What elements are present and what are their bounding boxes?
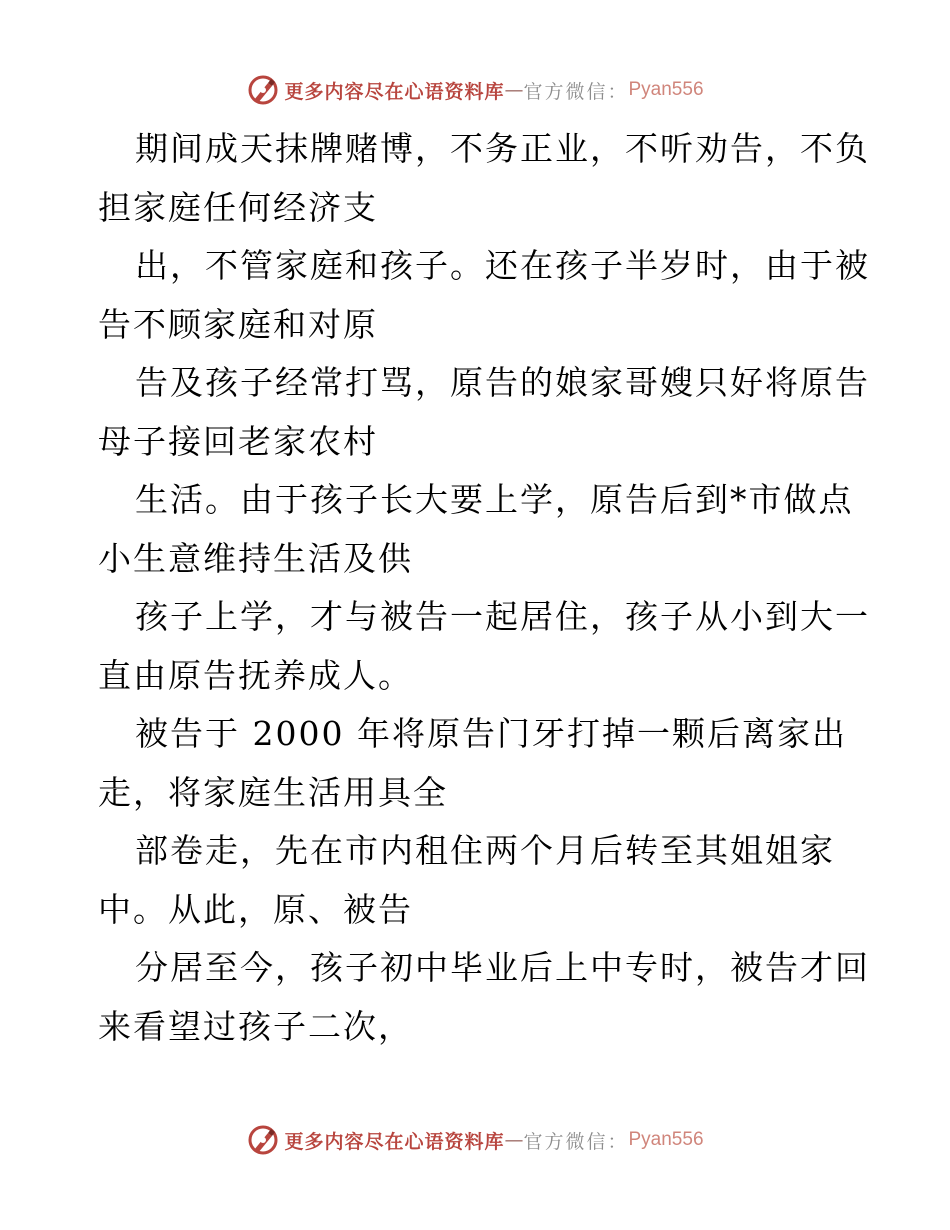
watermark-wechat-id: Pyan556 [628, 79, 704, 100]
text-line: 母子接回老家农村 [98, 421, 378, 461]
text-line: 生活。由于孩子长大要上学，原告后到*市做点 [135, 480, 854, 519]
text-line: 出，不管家庭和孩子。还在孩子半岁时，由于被 [135, 246, 870, 285]
watermark-site-text: 更多内容尽在心语资料库 [284, 80, 505, 103]
text-line: 被告于 2000 年将原告门牙打掉一颗后离家出 [135, 714, 847, 753]
text-line: 小生意维持生活及供 [98, 538, 413, 578]
text-line: 直由原告抚养成人。 [98, 655, 413, 695]
header-watermark [0, 70, 950, 110]
text-line: 分居至今，孩子初中毕业后上中专时，被告才回 [135, 948, 870, 987]
watermark-dash: — [504, 79, 524, 101]
watermark-site-text: 更多内容尽在心语资料库 [284, 1130, 505, 1153]
document-body [98, 120, 870, 1056]
text-line: 担家庭任何经济支 [98, 187, 378, 227]
pen-logo-icon [246, 73, 280, 107]
watermark-wechat-label: 官方微信： [523, 1130, 629, 1153]
text-line: 走，将家庭生活用具全 [98, 772, 448, 812]
watermark-wechat-label: 官方微信： [523, 80, 629, 103]
text-line: 来看望过孩子二次， [98, 1006, 413, 1046]
text-line: 中。从此，原、被告 [98, 889, 413, 929]
text-line: 期间成天抹牌赌博，不务正业，不听劝告，不负 [135, 129, 870, 168]
footer-watermark [0, 1120, 950, 1160]
pen-logo-icon [246, 1123, 280, 1157]
watermark-dash: — [504, 1129, 524, 1151]
text-line: 告不顾家庭和对原 [98, 304, 378, 344]
text-line: 告及孩子经常打骂，原告的娘家哥嫂只好将原告 [135, 363, 870, 402]
text-line: 孩子上学，才与被告一起居住，孩子从小到大一 [135, 597, 870, 636]
watermark-wechat-id: Pyan556 [628, 1129, 704, 1150]
text-line: 部卷走，先在市内租住两个月后转至其姐姐家 [135, 831, 835, 870]
